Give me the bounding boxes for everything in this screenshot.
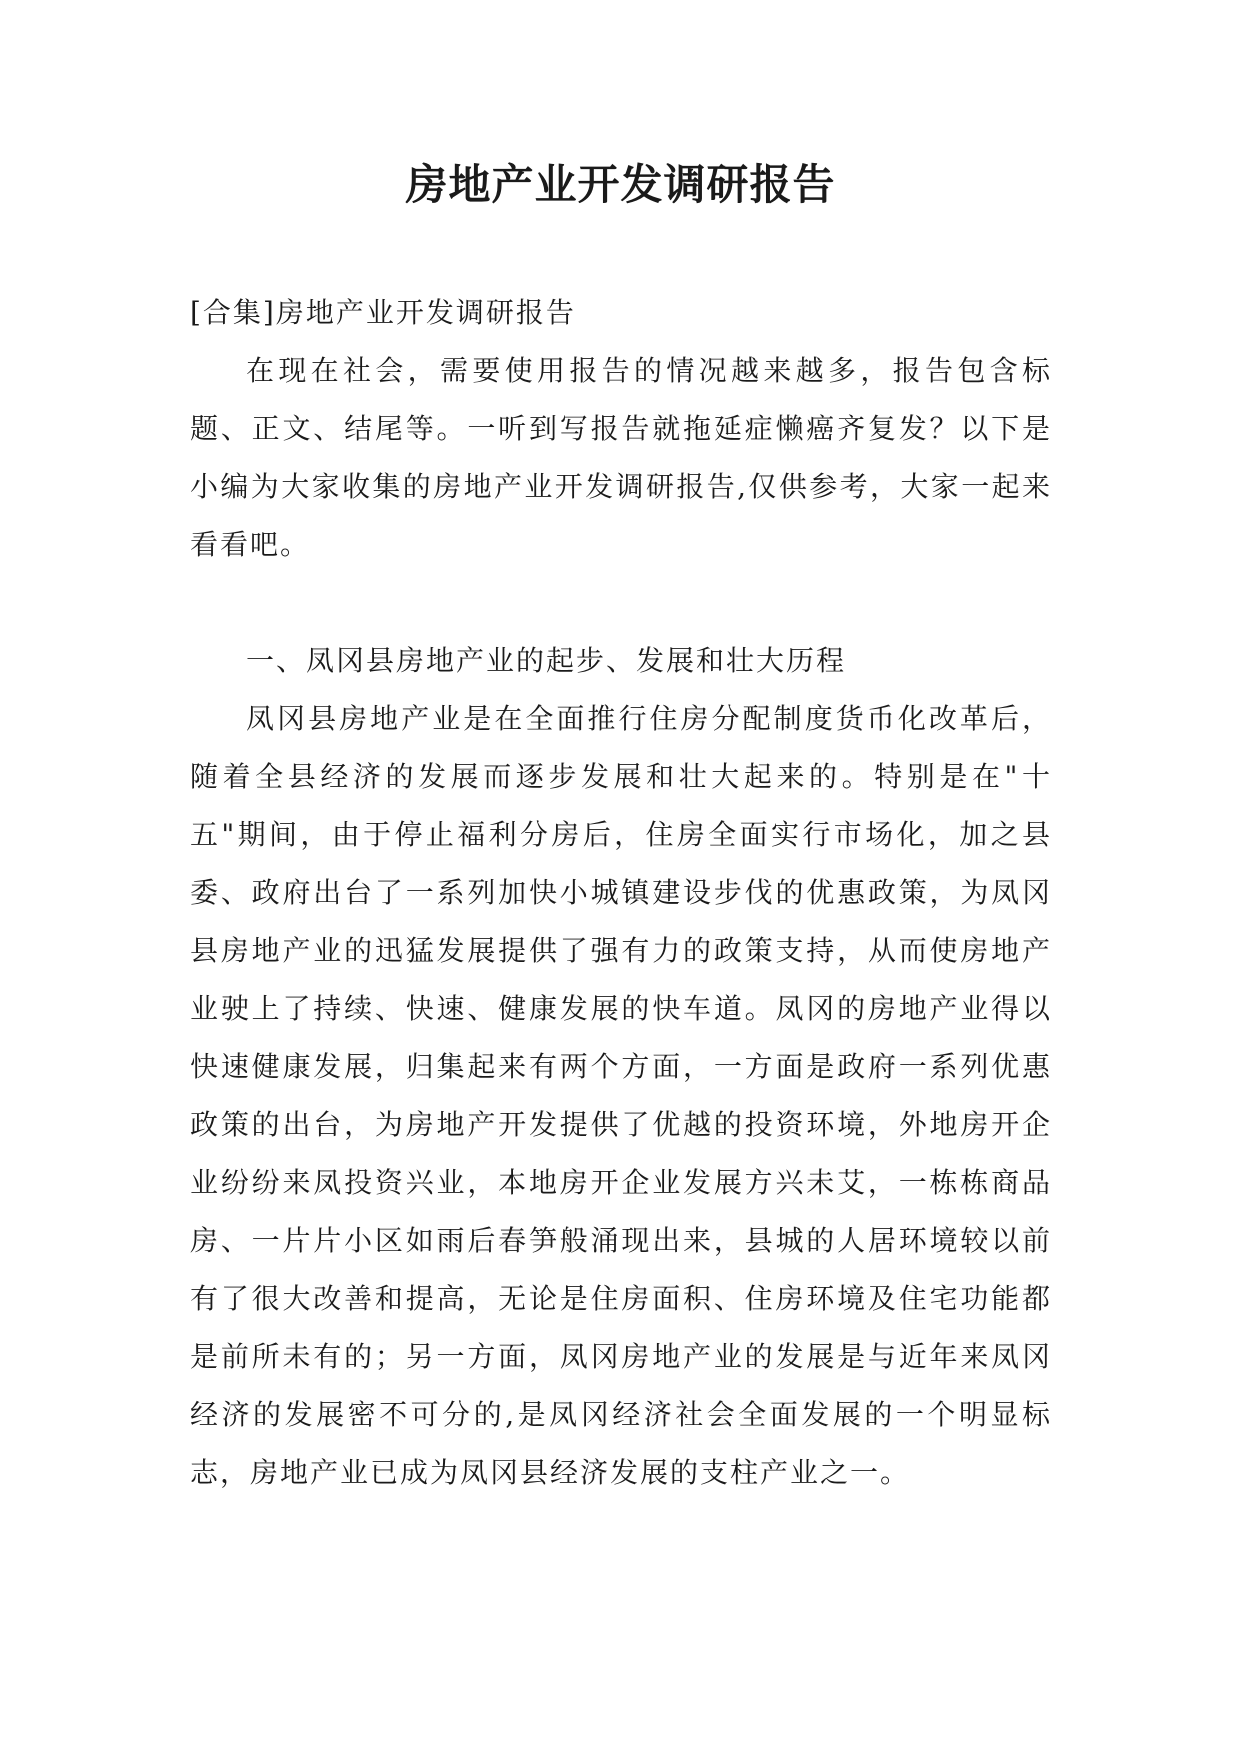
section-heading: 一、凤冈县房地产业的起步、发展和壮大历程 [246, 644, 847, 677]
paragraph-spacer [190, 574, 1052, 632]
document-title: 房地产业开发调研报告 [405, 160, 836, 209]
intro-paragraph: 在现在社会，需要使用报告的情况越来越多，报告包含标题、正文、结尾等。一听到写报告就拖延症懒癌齐复发？以下是小编为大家收集的房地产业开发调研报告,仅供参考，大家一起来看看吧。 [190, 354, 1052, 561]
document-body [190, 284, 1052, 1502]
section-paragraph: 凤冈县房地产业是在全面推行住房分配制度货币化改革后，随着全县经济的发展而逐步发展和壮大起来的。特别是在"十五"期间，由于停止福利分房后，住房全面实行市场化，加之县委、政府出台了一系列加快小城镇建设步伐的优惠政策，为凤冈县房地产业的迅猛发展提供了强有力的政策支持，从而使房地产业驶上了持续、快速、健康发展的快车道。凤冈的房地产业得以快速健康发展，归集起来有两个方面，一方面是政府一系列优惠政策的出台，为房地产开发提供了优越的投资环境，外地房开企业纷纷来凤投资兴业，本地房开企业发展方兴未艾，一栋栋商品房、一片片小区如雨后春笋般涌现出来，县城的人居环境较以前有了很大改善和提高，无论是住房面积、住房环境及住宅功能都是前所未有的；另一方面，凤冈房地产业的发展是与近年来凤冈经济的发展密不可分的,是凤冈经济社会全面发展的一个明显标志，房地产业已成为凤冈县经济发展的支柱产业之一。 [190, 702, 1052, 1489]
document-subtitle: [合集]房地产业开发调研报告 [190, 296, 576, 329]
